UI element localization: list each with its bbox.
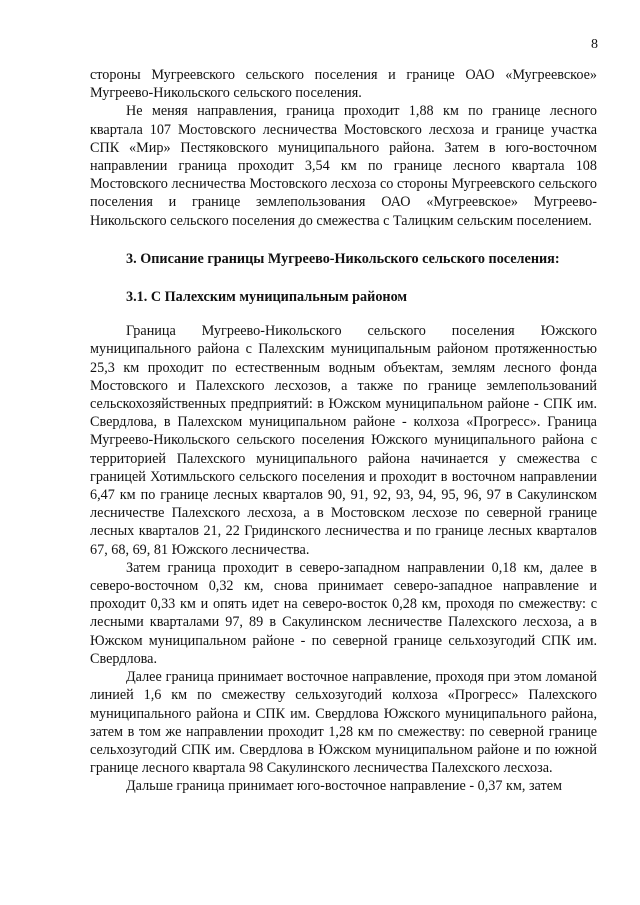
paragraph-boundary-mostovsky: Не меняя направления, граница проходит 1,88 км по границе лесного квартала 107 Мостовского лесничества Мостовского лесхоза и границе участка СПК «Мир» Пестяковского муниципального района. Затем в юго-восточном направлении граница проходит 3,54 км по границе лесного квартала 108 Мостовского лесничества Мостовского лесхоза со стороны Мугреевского сельского поселения и границе землепользования ОАО «Мугреевское» Мугреево-Никольского сельского поселения до смежества с Талицким сельским поселением.: [90, 103, 597, 229]
spacer: [90, 230, 597, 250]
section-heading-3: 3. Описание границы Мугреево-Никольского сельского поселения:: [126, 250, 560, 267]
paragraph-continuation: стороны Мугреевского сельского поселения и границе ОАО «Мугреевское» Мугреево-Никольского сельского поселения.: [90, 67, 597, 102]
spacer: [90, 268, 597, 288]
paragraph-boundary-palekh: Граница Мугреево-Никольского сельского поселения Южского муниципального района с Палехским муниципальным районом протяженностью 25,3 км проходит по естественным водным объектам, землям лесного фонда Мостовского и Палехского лесхозов, а также по границе землепользований сельскохозяйственных предприятий: в Южском муниципальном районе - СПК им. Свердлова, в Палехском муниципальном районе - колхоза «Прогресс». Граница Мугреево-Никольского сельского поселения Южского муниципального района с территорией Палехского муниципального района начинается у смежества с границей Хотимльского сельского поселения и проходит в восточном направлении 6,47 км по границе лесных кварталов 90, 91, 92, 93, 94, 95, 96, 97 в Сакулинском лесничестве Палехского лесхоза, а в Мостовском лесхозе по северной границе лесных кварталов 21, 22 Гридинского лесничества и по границе лесных кварталов 67, 68, 69, 81 Южского лесничества.: [90, 323, 597, 558]
paragraph-northwest-direction: Затем граница проходит в северо-западном направлении 0,18 км, далее в северо-восточном 0,32 км, снова принимает северо-западное направление и проходит 0,33 км и опять идет на северо-восток 0,28 км, проходя по смежеству: с лесными кварталами 97, 89 в Сакулинском лесничестве Палехского лесхоза, а в Южском муниципальном районе - по северной границе сельхозугодий СПК им. Свердлова.: [90, 559, 597, 667]
page-body: [90, 66, 597, 796]
page-number: 8: [591, 37, 598, 52]
paragraph-southeast-direction: Дальше граница принимает юго-восточное направление - 0,37 км, затем: [126, 778, 562, 795]
section-heading-3-1: 3.1. С Палехским муниципальным районом: [126, 289, 408, 306]
paragraph-east-direction: Далее граница принимает восточное направление, проходя при этом ломаной линией 1,6 км по смежеству сельхозугодий колхоза «Прогресс» Палехского муниципального района и СПК им. Свердлова Южского муниципального района, затем в том же направлении проходит 1,28 км по смежеству: по северной границе сельхозугодий СПК им. Свердлова в Южском муниципальном районе и по южной границе лесного квартала 98 Сакулинского лесничества Палехского лесхоза.: [90, 669, 597, 777]
spacer: [90, 306, 597, 322]
